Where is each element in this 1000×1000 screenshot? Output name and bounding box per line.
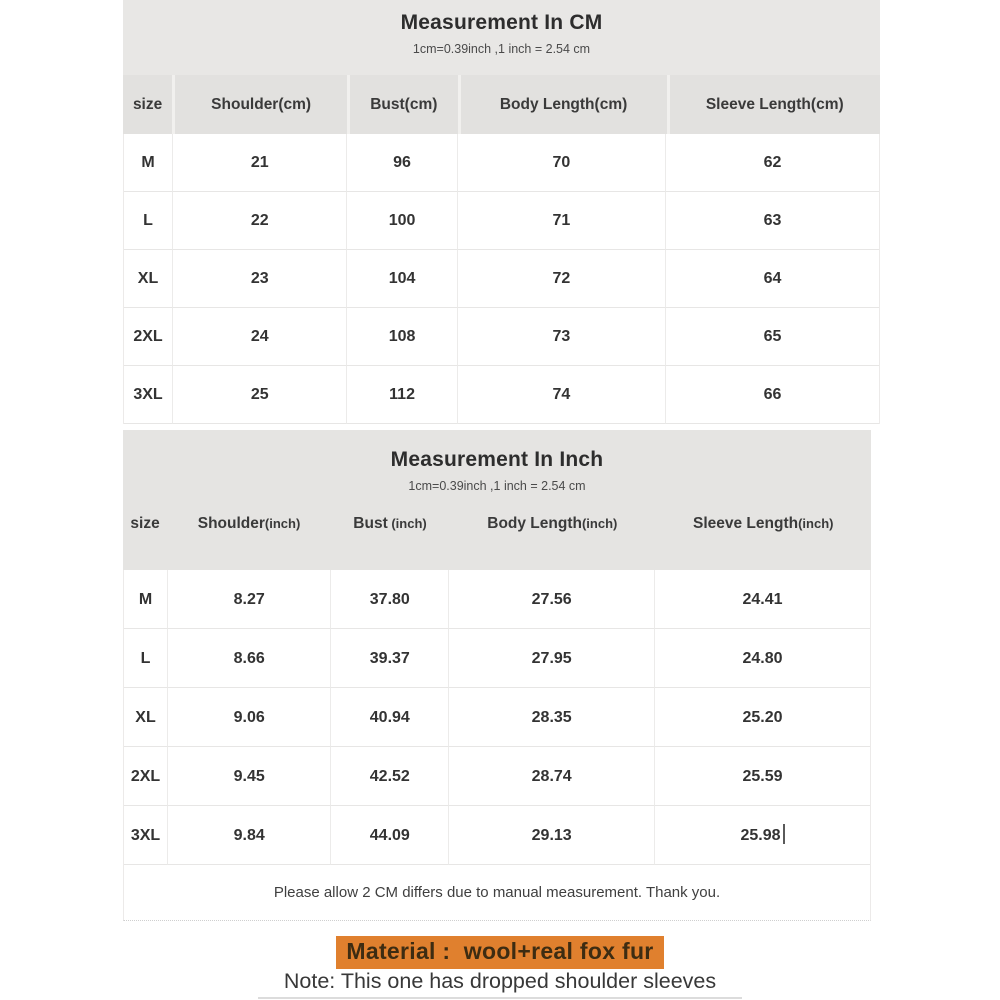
cm-row-xl: [124, 250, 879, 308]
inch-header-bust: Bust (inch): [353, 515, 427, 532]
inch-row-2xl: [124, 747, 870, 806]
size-cell: 2XL: [124, 308, 173, 366]
size-cell: L: [124, 629, 168, 688]
size-cell: XL: [124, 250, 173, 308]
inch-row-xl: [124, 688, 870, 747]
value-cell: 9.06: [168, 688, 331, 747]
inch-title-block: [123, 430, 871, 570]
value-cell: 40.94: [331, 688, 449, 747]
value-cell: 25: [173, 366, 347, 424]
cm-header-shoulder: Shoulder(cm): [175, 75, 347, 134]
measurement-tolerance-note: Please allow 2 CM differs due to manual measurement. Thank you.: [123, 865, 871, 921]
value-cell: 28.74: [449, 747, 655, 806]
value-cell: 37.80: [331, 570, 449, 629]
value-cell: 23: [173, 250, 347, 308]
value-cell: 29.13: [449, 806, 655, 865]
cm-title: Measurement In CM: [400, 11, 603, 34]
value-cell: 24.41: [655, 570, 870, 629]
value-cell: 25.59: [655, 747, 870, 806]
value-cell: 22: [173, 192, 347, 250]
size-cell: XL: [124, 688, 168, 747]
cm-table-header-row: [123, 75, 880, 134]
value-cell: 70: [458, 134, 666, 192]
value-cell: 28.35: [449, 688, 655, 747]
size-cell: L: [124, 192, 173, 250]
value-cell: 62: [666, 134, 879, 192]
cm-row-2xl: [124, 308, 879, 366]
size-cell: 3XL: [124, 366, 173, 424]
value-cell: 65: [666, 308, 879, 366]
inch-table-body: [123, 570, 871, 865]
size-cell: 3XL: [124, 806, 168, 865]
inch-measurement-section: [123, 430, 871, 865]
cm-header-bust: Bust(cm): [350, 75, 458, 134]
inch-table-header-row: [123, 502, 871, 554]
inch-subtitle: 1cm=0.39inch ,1 inch = 2.54 cm: [408, 479, 586, 493]
value-cell: 27.95: [449, 629, 655, 688]
value-cell: 25.20: [655, 688, 870, 747]
value-cell: 96: [347, 134, 457, 192]
value-cell: 25.98: [655, 806, 870, 865]
value-cell: 73: [458, 308, 666, 366]
inch-header-sleeve-length: Sleeve Length(inch): [693, 515, 834, 532]
cm-header-sleeve-length: Sleeve Length(cm): [670, 75, 880, 134]
inch-header-shoulder: Shoulder(inch): [197, 515, 301, 532]
value-cell: 112: [347, 366, 457, 424]
cm-row-m: [124, 134, 879, 192]
dropped-shoulder-note: Note: This one has dropped shoulder sleeves: [283, 969, 717, 993]
bottom-divider: [258, 997, 742, 999]
cm-row-l: [124, 192, 879, 250]
cm-row-3xl: [124, 366, 879, 424]
inch-header-body-length: Body Length(inch): [487, 515, 618, 532]
value-cell: 39.37: [331, 629, 449, 688]
value-cell: 104: [347, 250, 457, 308]
value-cell: 9.84: [168, 806, 331, 865]
cm-header-body-length: Body Length(cm): [461, 75, 667, 134]
value-cell: 71: [458, 192, 666, 250]
value-cell: 66: [666, 366, 879, 424]
value-cell: 8.66: [168, 629, 331, 688]
inch-title: Measurement In Inch: [390, 448, 604, 471]
inch-row-m: [124, 570, 870, 629]
value-cell: 108: [347, 308, 457, 366]
value-cell: 74: [458, 366, 666, 424]
cm-measurement-section: [123, 0, 880, 424]
cm-header-size: size: [123, 75, 172, 134]
cm-subtitle: 1cm=0.39inch ,1 inch = 2.54 cm: [412, 42, 591, 56]
size-cell: 2XL: [124, 747, 168, 806]
value-cell: 72: [458, 250, 666, 308]
cm-table-body: [123, 134, 880, 424]
value-cell: 27.56: [449, 570, 655, 629]
value-cell: 8.27: [168, 570, 331, 629]
value-cell: 21: [173, 134, 347, 192]
material-highlight: Material : wool+real fox fur: [336, 936, 663, 969]
value-cell: 24.80: [655, 629, 870, 688]
text-cursor: [783, 824, 785, 844]
value-cell: 24: [173, 308, 347, 366]
inch-row-3xl: [124, 806, 870, 865]
value-cell: 42.52: [331, 747, 449, 806]
value-cell: 64: [666, 250, 879, 308]
value-cell: 63: [666, 192, 879, 250]
size-cell: M: [124, 570, 168, 629]
value-cell: 9.45: [168, 747, 331, 806]
value-cell: 100: [347, 192, 457, 250]
inch-header-size: size: [130, 515, 160, 532]
value-cell: 44.09: [331, 806, 449, 865]
material-line: [0, 936, 1000, 969]
inch-row-l: [124, 629, 870, 688]
cm-title-block: [123, 0, 880, 75]
size-cell: M: [124, 134, 173, 192]
